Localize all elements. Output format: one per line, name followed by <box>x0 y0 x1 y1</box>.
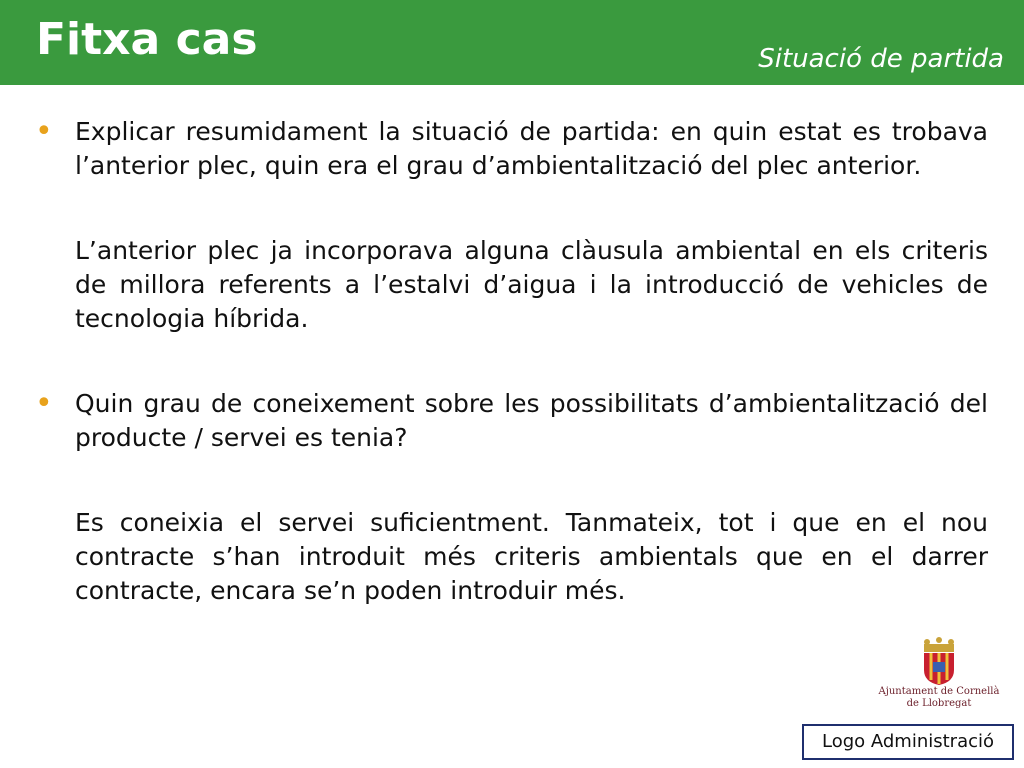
bullet-icon: • <box>35 386 53 421</box>
bullet-icon: • <box>35 114 53 149</box>
list-item <box>75 234 988 336</box>
question-text: Explicar resumidament la situació de partida: en quin estat es trobava l’anterior plec, quin era el grau d’ambientalització del plec anterior. <box>75 117 988 180</box>
logo-caption-line2: de Llobregat <box>906 698 972 709</box>
municipal-logo <box>878 636 1000 716</box>
logo-caption-line1: Ajuntament de Cornellà <box>878 686 1000 697</box>
slide-content <box>35 114 988 608</box>
logo-administration-box: Logo Administració <box>802 724 1014 760</box>
header-bar <box>0 0 1024 85</box>
coat-of-arms-icon <box>878 636 1000 686</box>
answer-text: L’anterior plec ja incorporava alguna clàusula ambiental en els criteris de millora referents a l’estalvi d’aigua i la introducció de vehicles de tecnologia híbrida. <box>75 236 988 333</box>
page-subtitle: Situació de partida <box>758 44 1004 74</box>
list-item <box>35 386 988 455</box>
page-title: Fitxa cas <box>36 14 258 65</box>
answer-text: Es coneixia el servei suficientment. Tanmateix, tot i que en el nou contracte s’han introduit més criteris ambientals que en el darrer contracte, encara se’n poden introduir més. <box>75 508 988 605</box>
list-item <box>35 114 988 183</box>
list-item <box>75 506 988 608</box>
question-text: Quin grau de coneixement sobre les possibilitats d’ambientalització del producte / servei es tenia? <box>75 389 988 452</box>
